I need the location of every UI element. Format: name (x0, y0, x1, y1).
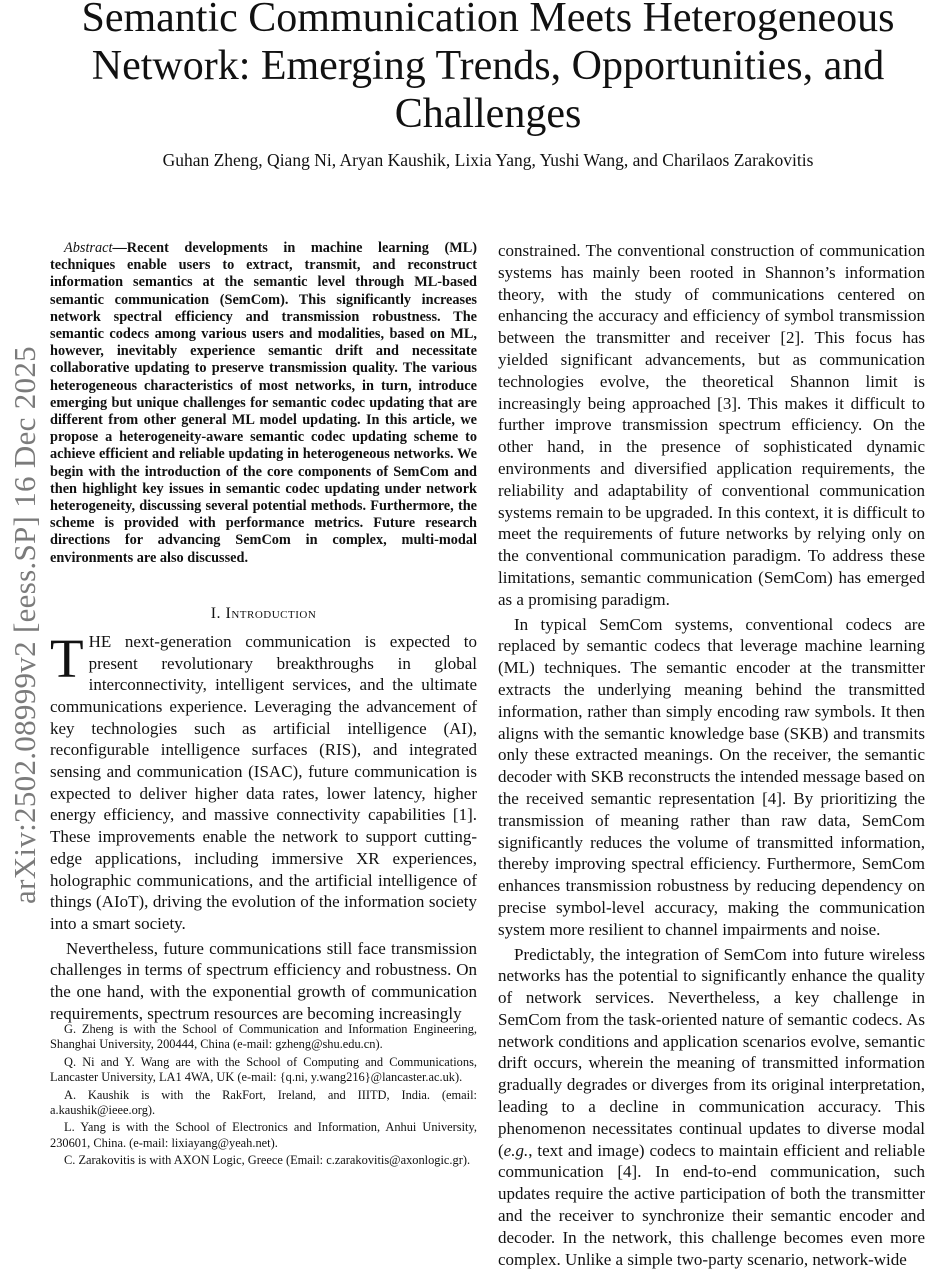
intro-paragraph-2: Nevertheless, future communications still face transmission challenges in terms of spectrum efficiency and robustness. On the one hand, with the exponential growth of communication requirements, spectrum resources are becoming increasingly (50, 938, 477, 1025)
author-footnotes (50, 1022, 477, 1171)
intro-paragraph-2-continued: constrained. The conventional construction of communication systems has mainly been rooted in Shannon’s information theory, with the study of communications centered on enhancing the accuracy and efficiency of symbol transmission between the transmitter and receiver [2]. This focus has yielded significant advancements, but as communication technologies evolve, the theoretical Shannon limit is increasingly being approached [3]. This makes it difficult to further improve transmission spectrum efficiency. On the other hand, in the presence of sophisticated dynamic environments and diversified application requirements, the reliability and adaptability of conventional communication systems remain to be upgraded. In this context, it is difficult to meet the requirements of future networks by relying only on the conventional communication paradigm. To address these limitations, semantic communication (SemCom) has emerged as a promising paradigm. (498, 240, 925, 611)
footnote-yang: L. Yang is with the School of Electronics and Information, Anhui University, 230601, China. (e-mail: lixiayang@yeah.net). (50, 1120, 477, 1151)
arxiv-identifier-stamp (2, 300, 48, 950)
footnote-zarakovitis: C. Zarakovitis is with AXON Logic, Greece (Email: c.zarakovitis@axonlogic.gr). (50, 1153, 477, 1168)
intro-paragraph-4-eg: e.g. (504, 1141, 529, 1160)
intro-paragraph-3: In typical SemCom systems, conventional codecs are replaced by semantic codecs that leverage machine learning (ML) techniques. The semantic encoder at the transmitter extracts the underlying meaning behind the transmitted information, rather than simply encoding raw symbols. It then aligns with the semantic knowledge base (SKB) and transmits only these extracted meanings. On the receiver, the semantic decoder with SKB reconstructs the intended message based on the received semantic representation [4]. By prioritizing the transmission of meaning rather than raw data, SemCom significantly reduces the volume of transmitted information, thereby improving spectral efficiency. Furthermore, SemCom enhances transmission robustness by reducing dependency on precise symbol-level accuracy, making the communication system more resilient to channel impairments and noise. (498, 614, 925, 941)
paper-title: Semantic Communication Meets Heterogeneous Network: Emerging Trends, Opportunities, and Challenges (50, 0, 926, 138)
left-column (50, 240, 477, 1025)
section-number: I. (211, 605, 221, 622)
arxiv-id-text: arXiv:2502.08999v2 [eess.SP] 16 Dec 2025 (7, 346, 43, 904)
intro-paragraph-4 (498, 944, 925, 1270)
footnote-zheng: G. Zheng is with the School of Communication and Information Engineering, Shanghai University, 200444, China (e-mail: gzheng@shu.edu.cn). (50, 1022, 477, 1053)
footnote-ni-wang: Q. Ni and Y. Wang are with the School of Computing and Communications, Lancaster University, LA1 4WA, UK (e-mail: {q.ni, y.wang216}@lancaster.ac.uk). (50, 1055, 477, 1086)
abstract (50, 240, 477, 567)
right-column (498, 240, 925, 1270)
section-heading-introduction (50, 605, 477, 623)
author-list: Guhan Zheng, Qiang Ni, Aryan Kaushik, Lixia Yang, Yushi Wang, and Charilaos Zarakovitis (50, 150, 926, 171)
intro-paragraph-4-text-a: Predictably, the integration of SemCom into future wireless networks has the potential to significantly enhance the quality of network services. Nevertheless, a key challenge in SemCom from the task-oriented nature of semantic codecs. As network conditions and application scenarios evolve, semantic drift occurs, wherein the meaning of transmitted information gradually degrades or diverges from its original interpretation, leading to a decline in communication accuracy. This phenomenon necessitates continual updates to diverse modal ( (498, 945, 925, 1160)
intro-paragraph-1-text: HE next-generation communication is expected to present revolutionary breakthroughs in global interconnectivity, intelligent services, and the ultimate communications experience. Leveraging the advancement of key technologies such as artificial intelligence (AI), reconfigurable intelligence surfaces (RIS), and integrated sensing and communication (ISAC), future communication is expected to deliver higher data rates, lower latency, higher energy efficiency, and massive connectivity capabilities [1]. These improvements enable the network to support cutting-edge applications, including immersive XR experiences, holographic communications, and the artificial intelligence of things (AIoT), driving the evolution of the information society into a smart society. (50, 632, 477, 933)
section-title: Introduction (226, 605, 317, 622)
abstract-label: Abstract (64, 240, 112, 256)
abstract-text: —Recent developments in machine learning (ML) techniques enable users to extract, transmit, and reconstruct information semantics at the semantic level through ML-based semantic communication (SemCom). This significantly increases network spectral efficiency and transmission robustness. The semantic codecs among various users and modalities, based on ML, however, inevitably experience semantic drift and necessitate collaborative updating to preserve transmission quality. The various heterogeneous characteristics of most networks, in turn, introduce emerging but unique challenges for semantic codec updating that are different from other general ML model updating. In this article, we propose a heterogeneity-aware semantic codec updating scheme to achieve efficient and reliable updating in heterogeneous networks. We begin with the introduction of the core components of SemCom and then highlight key issues in semantic codec updating under network heterogeneity, discussing several potential methods. Furthermore, the scheme is provided with performance metrics. Future research directions for advancing SemCom in complex, multi-modal environments are also discussed. (50, 240, 477, 566)
intro-paragraph-4-text-b: , text and image) codecs to maintain efficient and reliable communication [4]. In end-to-end communication, such updates require the active participation of both the transmitter and the receiver to synchronize their semantic encoder and decoder. In the network, this challenge becomes even more complex. Unlike a simple two-party scenario, network-wide (498, 1141, 925, 1269)
intro-paragraph-1 (50, 631, 477, 935)
footnote-kaushik: A. Kaushik is with the RakFort, Ireland, and IIITD, India. (email: a.kaushik@ieee.org). (50, 1088, 477, 1119)
drop-cap: T (50, 637, 84, 679)
